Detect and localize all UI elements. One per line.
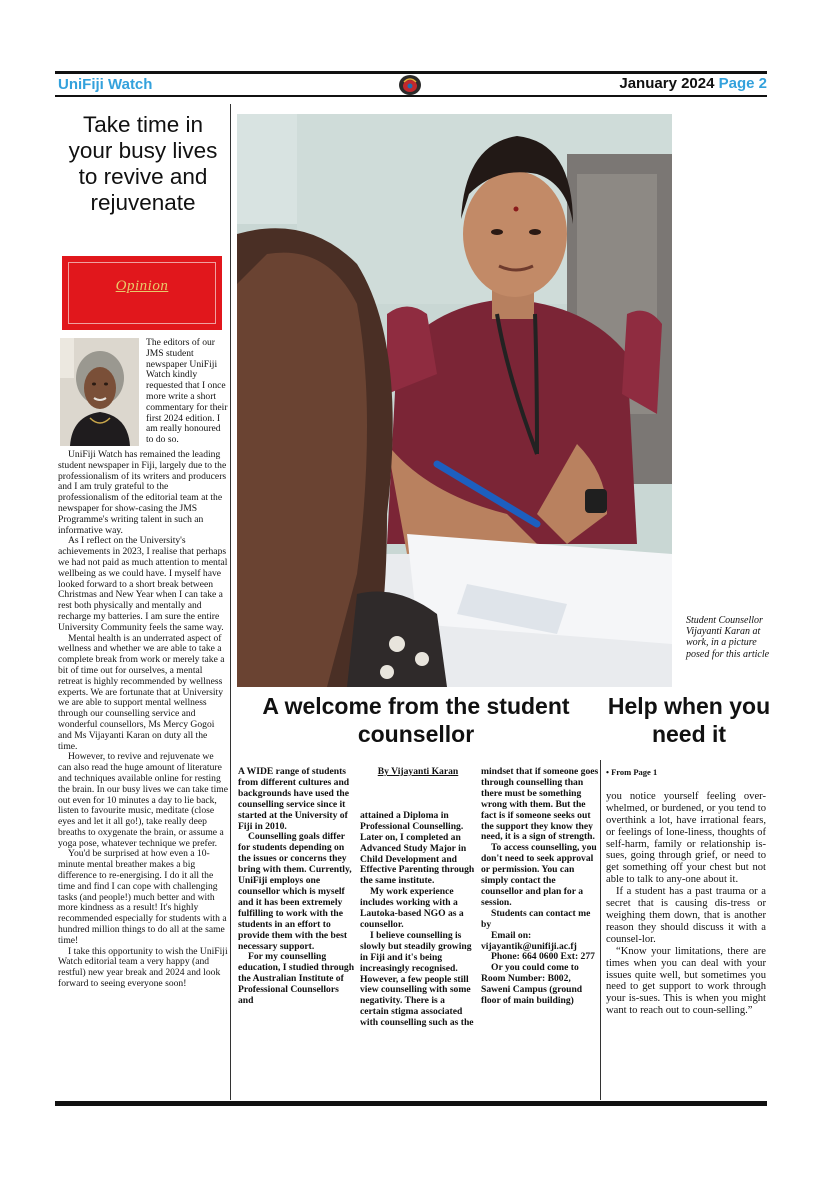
column-divider-left — [230, 104, 231, 1100]
welcome-paragraph: A WIDE range of students from different cultures and backgrounds have used the counselling service since it started at the University of Fiji in 2010. — [238, 766, 350, 832]
opinion-paragraph: However, to revive and rejuvenate we can also read the huge amount of literature and techniques available online for resting the brain. In our busy lives we can take time out even for 10 minutes a day to lie back, listen to favourite music, meditate (close eyes and let it all go!), take really deep breaths to oxygenate the brain, or assume a yoga pose, whatever technique we prefer. — [58, 751, 228, 849]
bottom-rule — [55, 1101, 767, 1106]
welcome-column-1 — [238, 767, 356, 1007]
byline: By Vijayanti Karan — [377, 766, 459, 777]
masthead-rule — [55, 95, 767, 97]
opinion-paragraph: UniFiji Watch has remained the leading student newspaper in Fiji, largely due to the professionalism of its writers and producers and I am truly grateful to the professionalism of the editorial team at the newspaper for show-casing the JMS Programme's writing talent in such an informative way. — [58, 449, 227, 536]
welcome-headline: A welcome from the student counsellor — [262, 693, 570, 747]
contact-email: Email on: vijayantik@unifiji.ac.fj — [481, 929, 577, 952]
help-paragraph: If a student has a past trauma or a secret that is causing dis-tress or weighing them down, that is another reason they should discuss it with a counsel-lor. — [606, 886, 766, 945]
opinion-paragraph: As I reflect on the University's achievements in 2023, I realise that perhaps we had not paid as much attention to mental wellbeing as we could have. I myself have looked forward to a short break between Christmas and New Year when I can take a rest both physically and mentally and recharge my batteries. I am sure the entire University Community feels the same way. — [58, 535, 228, 633]
welcome-paragraph: I believe counselling is slowly but steadily growing in Fiji and it's being increasingly recognised. However, a few people still view counselling with some negativity. There is a certain stigma associated with counselling such as the — [360, 929, 474, 1029]
issue-month: January 2024 — [619, 75, 715, 92]
welcome-paragraph: My work experience includes working with a Lautoka-based NGO as a counsellor. — [360, 886, 464, 930]
welcome-column-2 — [360, 767, 476, 1029]
opinion-headline: Take time in your busy lives to revive and rejuvenate — [68, 112, 218, 215]
contact-phone: Phone: 664 0600 Ext: 277 — [491, 951, 595, 963]
contact-room: Or you could come to Room Number: B002, Saweni Campus (ground floor of main building) — [481, 962, 583, 1007]
university-logo-icon — [398, 74, 422, 96]
welcome-paragraph: To access counselling, you don't need to seek approval or permission. You can simply contact the counsellor and plan for a session. — [481, 842, 597, 908]
opinion-label: Opinion — [115, 278, 169, 294]
welcome-paragraph: attained a Diploma in Professional Counselling. Later on, I completed an Advanced Study Major in Child Development and Effective Parenting through the same institute. — [360, 809, 475, 887]
welcome-paragraph: For my counselling education, I studied through the Australian Institute of Professional Counsellors and — [238, 951, 355, 1007]
photo-caption: Student Counsellor Vijayanti Karan at work, in a picture posed for this article — [686, 615, 770, 660]
contact-intro: Students can contact me by — [481, 907, 591, 930]
page-number: Page 2 — [718, 75, 767, 92]
counsellor-photo — [237, 114, 672, 687]
help-headline: Help when you need it — [607, 693, 771, 747]
welcome-column-3 — [481, 767, 599, 1007]
welcome-paragraph: Counselling goals differ for students depending on the issues or concerns they bring with them. Currently, UniFiji employs one counsellor which is myself and it has been extremely fulfilling to work with the students in an effort to provide them with the best necessary support. — [238, 831, 352, 952]
help-paragraph: you notice yourself feeling over-whelmed, or burdened, or you tend to overthink a lot, have irrational fears, or feelings of lone-liness, thoughts of self-harm, family or relationship is-sues, going through grief, or need to get something off your chest but not able to talk to any-one about it. — [606, 790, 766, 886]
column-divider-right — [600, 760, 601, 1100]
help-paragraph: “Know your limitations, there are times when you can deal with your issues quite well, but sometimes you need to get support to work through your is-sues. This is when you might want to reach out to coun-selling.” — [606, 945, 766, 1017]
continued-from: • From Page 1 — [606, 767, 658, 777]
opinion-paragraph: Mental health is an underrated aspect of wellness and whether we are able to take a complete break from work or merely take a bit of time out for ourselves, a mental retreat is highly recommended by wellness experts. We are fortunate that at University we are able to support mental wellness through our counselling service and wonderful counsellors, Ms Mercy Gogoi and Ms Vijayanti Karan on duty all the time. — [58, 632, 225, 752]
opinion-body — [58, 338, 228, 990]
opinion-paragraph: You'd be surprised at how even a 10-minute mental breather makes a big difference to re-energising. I do it all the time and find I can cope with challenging tasks (and people!) much better and with more kindness as a result! It's highly recommended especially for students with a hundred million things to do all at the same time! — [58, 848, 227, 946]
opinion-paragraph: I take this opportunity to wish the UniFiji Watch editorial team a very happy (and restful) new year break and 2024 and look forward to seeing everyone soon! — [58, 945, 228, 990]
help-body — [606, 767, 766, 1017]
opinion-banner — [62, 256, 222, 330]
issue-date — [619, 75, 767, 92]
opinion-paragraph: The editors of our JMS student newspaper UniFiji Watch kindly requested that I once more write a short commentary for their first 2024 edition. I am really honoured to do so. — [146, 337, 228, 446]
welcome-paragraph: mindset that if someone goes through counselling than there must be something wrong with them. But the fact is if someone seeks out the support they know they need, it is a sign of strength. — [481, 766, 599, 843]
publication-name: UniFiji Watch — [58, 76, 153, 93]
